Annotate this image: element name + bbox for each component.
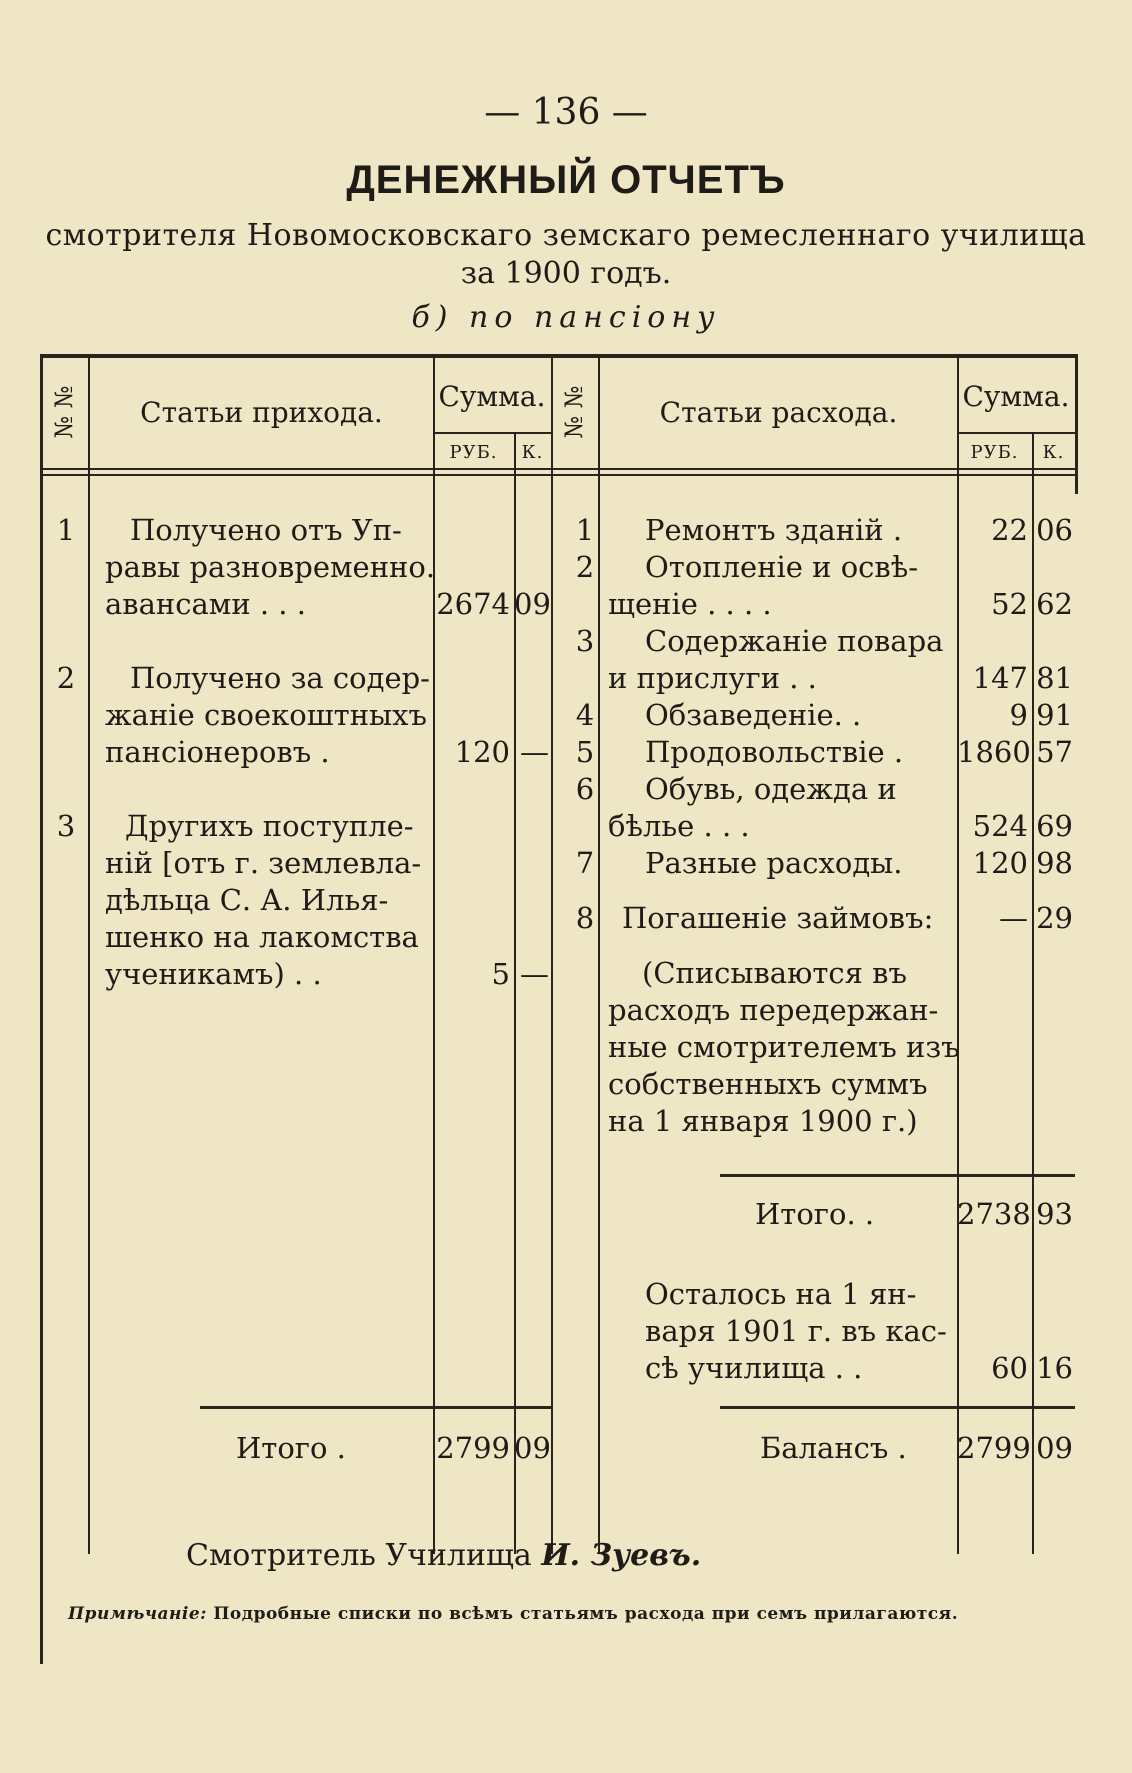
expense-row-1-rub: 22: [991, 513, 1028, 547]
expense-row-3-kop: 81: [1036, 661, 1073, 695]
income-row-1-line-1: Получено отъ Уп-: [130, 513, 402, 547]
income-total-label: Итого .: [236, 1431, 346, 1465]
remainder-rub: 60: [991, 1351, 1028, 1385]
header-bottom-rule: [40, 468, 1075, 470]
expense-sum-subrule: [957, 432, 1075, 434]
expense-row-1-number: 1: [575, 513, 595, 547]
footnote-text: Подробные списки по всѣмъ статьямъ расхода при семъ прилагаются.: [213, 1604, 959, 1624]
expense-row-4-line-1: Обзаведеніе. .: [645, 698, 862, 732]
expense-number-header: № №: [560, 385, 588, 439]
expense-note-line-4: собственныхъ суммъ: [608, 1067, 928, 1101]
expense-row-1-line-1: Ремонтъ зданій .: [645, 513, 903, 547]
income-row-1-line-3: авансами . . .: [105, 587, 306, 621]
income-row-2-line-2: жаніе своекоштныхъ: [105, 698, 427, 732]
expense-row-7-number: 7: [575, 846, 595, 880]
expense-row-5-number: 5: [575, 735, 595, 769]
expense-row-1-kop: 06: [1036, 513, 1073, 547]
footnote: [68, 1604, 958, 1624]
expense-row-5-line-1: Продовольствіе .: [645, 735, 904, 769]
expense-row-4-rub: 9: [1009, 698, 1028, 732]
expense-row-8-line-1: Погашеніе займовъ:: [622, 901, 934, 935]
expense-row-7-rub: 120: [972, 846, 1028, 880]
expense-row-5-rub: 1860: [957, 735, 1031, 769]
expense-note-line-1: (Списываются въ: [642, 956, 907, 990]
expense-row-2-line-1: Отопленіе и освѣ-: [645, 550, 919, 584]
income-row-3-line-3: дѣльца С. А. Илья-: [105, 883, 389, 917]
balance-label: Балансъ .: [760, 1431, 907, 1465]
income-number-header: № №: [50, 385, 78, 439]
expense-row-3-number: 3: [575, 624, 595, 658]
income-row-2-line-3: пансіонеровъ .: [105, 735, 330, 769]
expense-note-line-3: ные смотрителемъ изъ: [608, 1030, 960, 1064]
table-right-border: [1075, 354, 1078, 494]
expense-row-2-rub: 52: [991, 587, 1028, 621]
expense-kop-header: К.: [1042, 442, 1065, 463]
expense-row-2-kop: 62: [1036, 587, 1073, 621]
page-number: — 136 —: [484, 92, 648, 133]
expense-row-2-line-2: щеніе . . . .: [608, 587, 772, 621]
expense-row-5-kop: 57: [1036, 735, 1073, 769]
expense-row-6-number: 6: [575, 772, 595, 806]
income-row-2-number: 2: [56, 661, 76, 695]
expense-row-6-line-1: Обувь, одежда и: [645, 772, 897, 806]
income-row-1-rub: 2674: [436, 587, 510, 621]
income-row-3-rub: 5: [491, 957, 510, 991]
remainder-line-2: варя 1901 г. въ кас-: [645, 1314, 947, 1348]
income-rub-header: РУБ.: [449, 442, 498, 463]
signature-line: [186, 1538, 701, 1573]
expense-row-2-number: 2: [575, 550, 595, 584]
income-row-3-number: 3: [56, 809, 76, 843]
income-row-2-rub: 120: [454, 735, 510, 769]
col-income-expense-divider: [551, 354, 553, 1554]
income-row-1-line-2: равы разновременно.: [105, 550, 436, 584]
expense-row-8-kop: 29: [1036, 901, 1073, 935]
expense-row-4-number: 4: [575, 698, 595, 732]
expense-rub-header: РУБ.: [970, 442, 1019, 463]
income-row-3-kop: —: [520, 957, 549, 991]
income-row-3-line-4: шенко на лакомства: [105, 920, 419, 954]
income-row-1-kop: 09: [514, 587, 551, 621]
remainder-line-1: Осталось на 1 ян-: [645, 1277, 917, 1311]
expense-row-7-kop: 98: [1036, 846, 1073, 880]
expense-itogo-kop: 93: [1036, 1197, 1073, 1231]
signature-prefix: Смотритель Училища: [186, 1538, 532, 1573]
remainder-line-3: сѣ училища . .: [645, 1351, 863, 1385]
expense-row-7-line-1: Разные расходы.: [645, 846, 903, 880]
section-title: б) по пансіону: [411, 300, 721, 335]
table-left-border: [40, 354, 43, 1664]
report-title: ДЕНЕЖНЫЙ ОТЧЕТЪ: [346, 158, 786, 202]
col-num-income-divider: [88, 354, 90, 1554]
expense-row-6-kop: 69: [1036, 809, 1073, 843]
expense-sum-header: Сумма.: [962, 380, 1070, 413]
remainder-kop: 16: [1036, 1351, 1073, 1385]
expense-note-line-2: расходъ передержан-: [608, 993, 939, 1027]
expense-row-3-line-1: Содержаніе повара: [645, 624, 944, 658]
income-total-rule: [200, 1406, 551, 1409]
expense-subtotal-rule: [720, 1174, 1075, 1177]
expense-row-8-rub: —: [999, 901, 1028, 935]
income-row-2-line-1: Получено за содер-: [130, 661, 430, 695]
income-row-3-line-2: ній [отъ г. землевла-: [105, 846, 422, 880]
expense-itogo-rub: 2738: [957, 1197, 1031, 1231]
income-row-3-line-1: Другихъ поступле-: [125, 809, 414, 843]
expense-total-rule: [720, 1406, 1075, 1409]
expense-header: Статьи расхода.: [659, 396, 898, 429]
income-header: Статьи прихода.: [140, 396, 383, 429]
signature-name: И. Зуевъ.: [541, 1538, 702, 1573]
table-top-rule: [40, 354, 1075, 358]
expense-row-4-kop: 91: [1036, 698, 1073, 732]
expense-row-6-rub: 524: [972, 809, 1028, 843]
income-sum-header: Сумма.: [438, 380, 546, 413]
income-total-kop: 09: [514, 1431, 551, 1465]
income-sum-subrule: [433, 432, 551, 434]
income-row-3-line-5: ученикамъ) . .: [105, 957, 322, 991]
income-row-2-kop: —: [520, 735, 549, 769]
report-subtitle: смотрителя Новомосковскаго земскаго ремесленнаго училища: [45, 218, 1087, 253]
balance-kop: 09: [1036, 1431, 1073, 1465]
balance-rub: 2799: [957, 1431, 1031, 1465]
expense-row-8-number: 8: [575, 901, 595, 935]
expense-row-6-line-2: бѣлье . . .: [608, 809, 750, 843]
col-income-sum-divider: [433, 354, 435, 1554]
income-kop-header: К.: [521, 442, 544, 463]
expense-itogo-label: Итого. .: [755, 1197, 875, 1231]
expense-row-3-rub: 147: [972, 661, 1028, 695]
expense-row-3-line-2: и прислуги . .: [608, 661, 817, 695]
report-year: за 1900 годъ.: [460, 256, 672, 291]
header-bottom-rule-2: [40, 474, 1075, 476]
income-row-1-number: 1: [56, 513, 76, 547]
footnote-label: Примѣчаніе:: [68, 1604, 207, 1624]
expense-note-line-5: на 1 января 1900 г.): [608, 1104, 918, 1138]
income-total-rub: 2799: [436, 1431, 510, 1465]
